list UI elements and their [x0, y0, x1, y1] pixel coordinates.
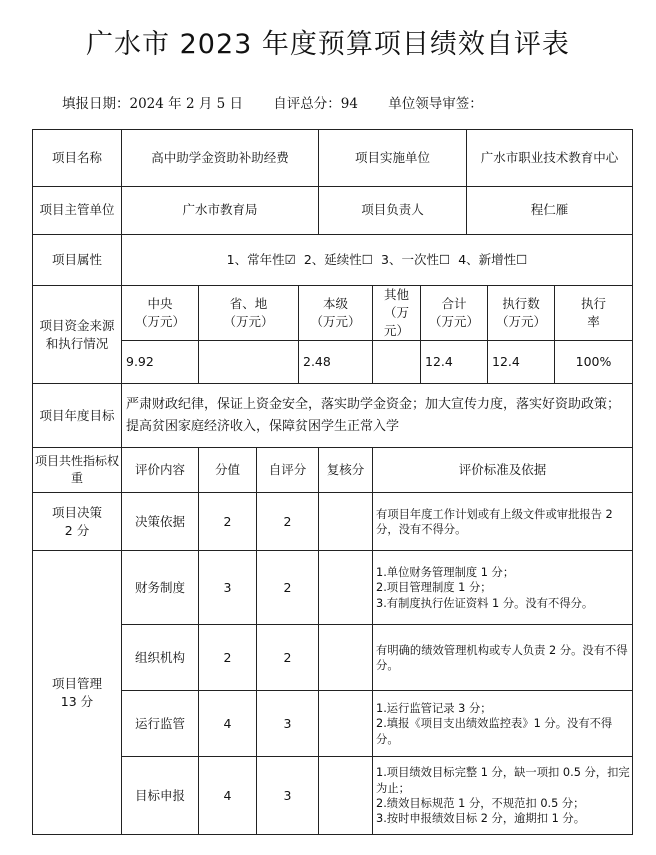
score-header: 分值 — [199, 448, 257, 493]
attr-option: 3、一次性☐ — [381, 251, 451, 267]
funds-header: 省、地 （万元） — [199, 286, 299, 341]
form-meta — [62, 92, 483, 112]
eval-standard: 1.项目绩效目标完整 1 分，缺一项扣 0.5 分，扣完为止； 2.绩效目标规范 1 分，不规范扣 0.5 分； 3.按时申报绩效目标 2 分，逾期扣 1 分。 — [373, 757, 633, 835]
eval-content: 组织机构 — [122, 625, 199, 691]
funds-value-local: 2.48 — [299, 341, 373, 384]
standard-header: 评价标准及依据 — [373, 448, 633, 493]
eval-self-score: 2 — [257, 625, 319, 691]
funds-label: 项目资金来源和执行情况 — [33, 286, 122, 384]
date-value: 2024 年 2 月 5 日 — [129, 96, 243, 112]
funds-header: 执行 率 — [555, 286, 633, 341]
funds-value-province — [199, 341, 299, 384]
eval-self-score: 3 — [257, 691, 319, 757]
eval-review-score — [319, 625, 373, 691]
implementing-unit-value: 广水市职业技术教育中心 — [467, 130, 633, 187]
eval-content: 运行监管 — [122, 691, 199, 757]
eval-self-score: 2 — [257, 493, 319, 551]
group-management: 项目管理 13 分 — [33, 551, 122, 835]
eval-score: 2 — [199, 625, 257, 691]
eval-score: 4 — [199, 757, 257, 835]
funds-value-other — [373, 341, 421, 384]
funds-value-executed: 12.4 — [488, 341, 555, 384]
project-name-value: 高中助学金资助补助经费 — [122, 130, 319, 187]
project-name-label: 项目名称 — [33, 130, 122, 187]
funds-header: 中央 （万元） — [122, 286, 199, 341]
implementing-unit-label: 项目实施单位 — [319, 130, 467, 187]
eval-review-score — [319, 691, 373, 757]
attr-option: 4、新增性☐ — [458, 251, 528, 267]
eval-review-score — [319, 757, 373, 835]
eval-standard: 有项目年度工作计划或有上级文件或审批报告 2 分，没有不得分。 — [373, 493, 633, 551]
attr-option: 1、常年性☑ — [226, 251, 296, 267]
funds-value-central: 9.92 — [122, 341, 199, 384]
project-head-value: 程仁雁 — [467, 187, 633, 235]
content-header: 评价内容 — [122, 448, 199, 493]
eval-self-score: 3 — [257, 757, 319, 835]
eval-content: 决策依据 — [122, 493, 199, 551]
eval-standard: 1.单位财务管理制度 1 分； 2.项目管理制度 1 分； 3.有制度执行佐证资料 1 分。没有不得分。 — [373, 551, 633, 625]
eval-standard: 1.运行监管记录 3 分； 2.填报《项目支出绩效监控表》1 分。没有不得分。 — [373, 691, 633, 757]
indicator-header: 项目共性指标权重 — [33, 448, 122, 493]
eval-review-score — [319, 551, 373, 625]
funds-header: 执行数 （万元） — [488, 286, 555, 341]
eval-content: 财务制度 — [122, 551, 199, 625]
funds-header: 本级 （万元） — [299, 286, 373, 341]
attr-option: 2、延续性☐ — [303, 251, 374, 267]
self-score-header: 自评分 — [257, 448, 319, 493]
funds-value-rate: 100% — [555, 341, 633, 384]
annual-goal-text: 严肃财政纪律，保证上资金安全，落实助学金资金；加大宣传力度，落实好资助政策；提高贫困家庭经济收入，保障贫困学生正常入学 — [122, 384, 633, 448]
supervising-dept-value: 广水市教育局 — [122, 187, 319, 235]
score-label: 自评总分： — [273, 96, 341, 112]
review-score-header: 复核分 — [319, 448, 373, 493]
project-head-label: 项目负责人 — [319, 187, 467, 235]
funds-header: 其他 （万元） — [373, 286, 421, 341]
eval-score: 4 — [199, 691, 257, 757]
project-attr-options — [122, 235, 633, 286]
evaluation-table — [32, 129, 633, 835]
date-label: 填报日期： — [62, 96, 130, 112]
group-decision: 项目决策 2 分 — [33, 493, 122, 551]
supervising-dept-label: 项目主管单位 — [33, 187, 122, 235]
page-title: 广水市 2023 年度预算项目绩效自评表 — [86, 29, 570, 60]
eval-score: 2 — [199, 493, 257, 551]
score-value: 94 — [340, 96, 358, 112]
eval-standard: 有明确的绩效管理机构或专人负责 2 分。没有不得分。 — [373, 625, 633, 691]
project-attr-label: 项目属性 — [33, 235, 122, 286]
annual-goal-label: 项目年度目标 — [33, 384, 122, 448]
eval-self-score: 2 — [257, 551, 319, 625]
funds-value-total: 12.4 — [421, 341, 488, 384]
eval-content: 目标申报 — [122, 757, 199, 835]
leader-label: 单位领导审签： — [388, 96, 483, 112]
eval-score: 3 — [199, 551, 257, 625]
eval-review-score — [319, 493, 373, 551]
funds-header: 合计 （万元） — [421, 286, 488, 341]
